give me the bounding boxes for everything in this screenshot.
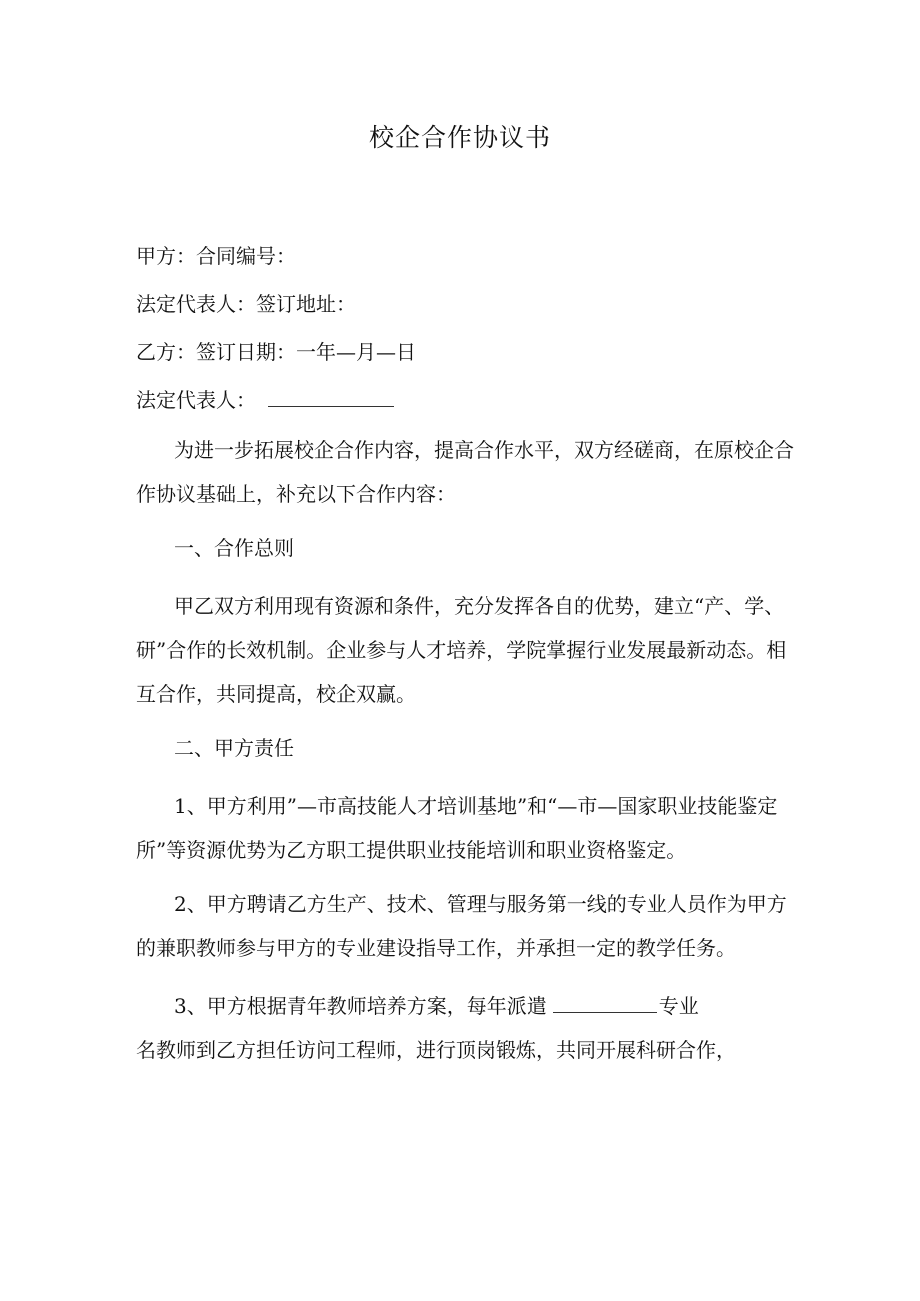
clause-3-text-before: 3、甲方根据青年教师培养方案，每年派遣 (174, 994, 547, 1018)
clause-2-paragraph: 2、甲方聘请乙方生产、技术、管理与服务第一线的专业人员作为甲方的兼职教师参与甲方的专业建设指导工作，并承担一定的教学任务。 (136, 892, 787, 960)
party-a-line: 甲方：合同编号： (136, 244, 296, 268)
clause-1-paragraph: 1、甲方利用”—市高技能人才培训基地”和“—市—国家职业技能鉴定所”等资源优势为乙方职工提供职业技能培训和职业资格鉴定。 (136, 794, 778, 862)
section-general-paragraph: 甲乙双方利用现有资源和条件，充分发挥各自的优势，建立“产、学、研”合作的长效机制。企业参与人才培养，学院掌握行业发展最新动态。相互合作，共同提高，校企双赢。 (136, 594, 787, 706)
document-body (136, 236, 796, 1072)
section-heading-party-a: 二、甲方责任 (174, 736, 294, 760)
clause-3-text-after: 专业 (658, 994, 699, 1018)
clause-3-line-2: 名教师到乙方担任访问工程师，进行顶岗锻炼，共同开展科研合作， (136, 1038, 736, 1062)
clause-3-line-1 (136, 984, 796, 1028)
legal-rep-line (136, 380, 796, 428)
legal-rep-label: 法定代表人： (136, 388, 256, 412)
legal-rep-address-line: 法定代表人：签订地址： (136, 292, 356, 316)
party-b-date-line: 乙方：签订日期：一年—月—日 (136, 340, 416, 364)
section-heading-general: 一、合作总则 (174, 536, 294, 560)
legal-rep-blank (268, 382, 394, 407)
intro-paragraph: 为进一步拓展校企合作内容，提高合作水平，双方经磋商，在原校企合作协议基础上，补充以下合作内容： (136, 438, 794, 506)
teacher-count-blank (553, 988, 657, 1013)
document-title: 校企合作协议书 (368, 123, 551, 152)
